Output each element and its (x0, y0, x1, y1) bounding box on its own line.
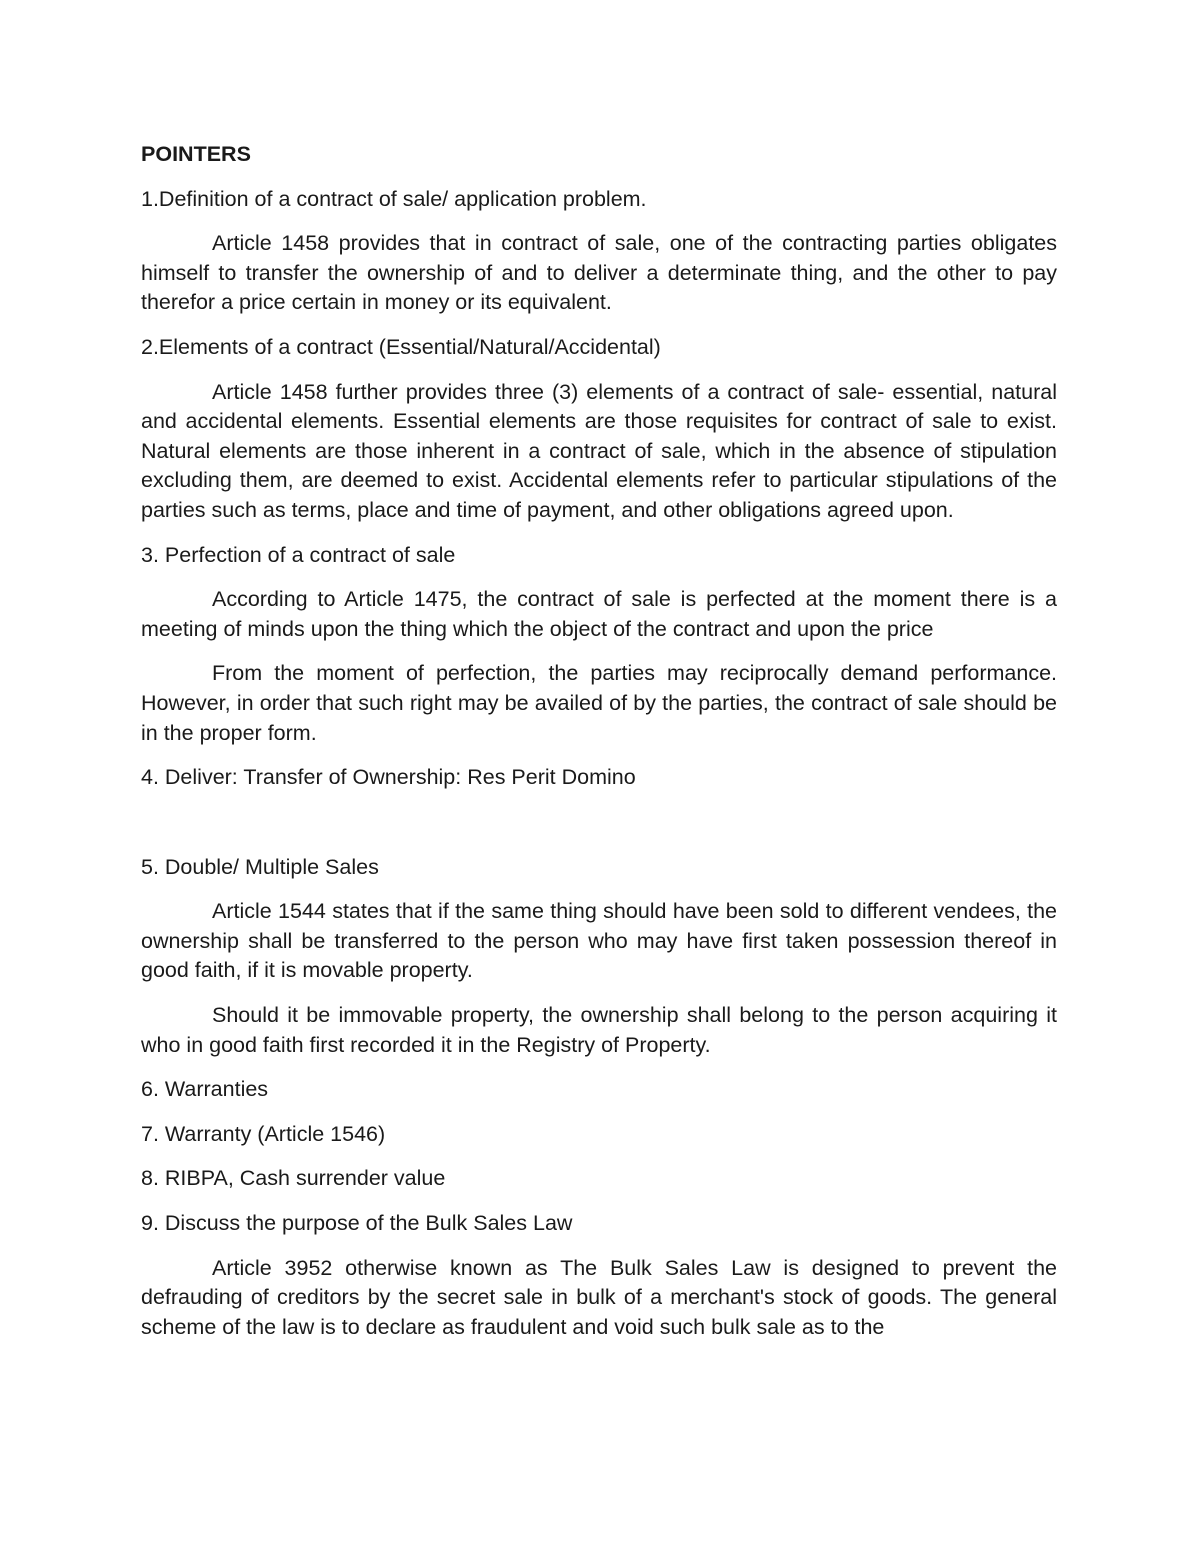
section-heading-3: 3. Perfection of a contract of sale (141, 542, 456, 567)
section-heading-9: 9. Discuss the purpose of the Bulk Sales Law (141, 1211, 573, 1236)
section-heading-2: 2.Elements of a contract (Essential/Natural/Accidental) (141, 334, 661, 359)
section-1-paragraph-1: Article 1458 provides that in contract of sale, one of the contracting parties obligates himself to transfer the ownership of and to deliver a determinate thing, and the other to pay therefor a price certain in money or its equivalent. (141, 231, 1057, 315)
section-5-paragraph-2: Should it be immovable property, the ownership shall belong to the person acquiring it who in good faith first recorded it in the Registry of Property. (141, 1003, 1057, 1057)
section-heading-8: 8. RIBPA, Cash surrender value (141, 1166, 446, 1191)
section-2-paragraph-1: Article 1458 further provides three (3) elements of a contract of sale- essential, natural and accidental elements. Essential elements are those requisites for contract of sale to exist. Natural elements are those inherent in a contract of sale, which in the absence of stipulation excluding them, are deemed to exist. Accidental elements refer to particular stipulations of the parties such as terms, place and time of payment, and other obligations agreed upon. (141, 379, 1057, 522)
section-3-paragraph-2: From the moment of perfection, the parties may reciprocally demand performance. However, in order that such right may be availed of by the parties, the contract of sale should be in the proper form. (141, 661, 1057, 745)
section-heading-1: 1.Definition of a contract of sale/ application problem. (141, 186, 647, 211)
section-5-paragraph-1: Article 1544 states that if the same thing should have been sold to different vendees, the ownership shall be transferred to the person who may have first taken possession thereof in good faith, if it is movable property. (141, 899, 1057, 983)
section-heading-7: 7. Warranty (Article 1546) (141, 1121, 386, 1146)
section-3-paragraph-1: According to Article 1475, the contract of sale is perfected at the moment there is a meeting of minds upon the thing which the object of the contract and upon the price (141, 587, 1057, 641)
section-heading-5: 5. Double/ Multiple Sales (141, 854, 379, 879)
document-page (141, 140, 1057, 1357)
section-heading-4: 4. Deliver: Transfer of Ownership: Res Perit Domino (141, 765, 636, 790)
section-heading-6: 6. Warranties (141, 1077, 269, 1102)
section-9-paragraph-1: Article 3952 otherwise known as The Bulk Sales Law is designed to prevent the defrauding of creditors by the secret sale in bulk of a merchant's stock of goods. The general scheme of the law is to declare as fraudulent and void such bulk sale as to the (141, 1255, 1057, 1339)
document-title: POINTERS (141, 142, 251, 166)
blank-spacer (141, 808, 1057, 853)
